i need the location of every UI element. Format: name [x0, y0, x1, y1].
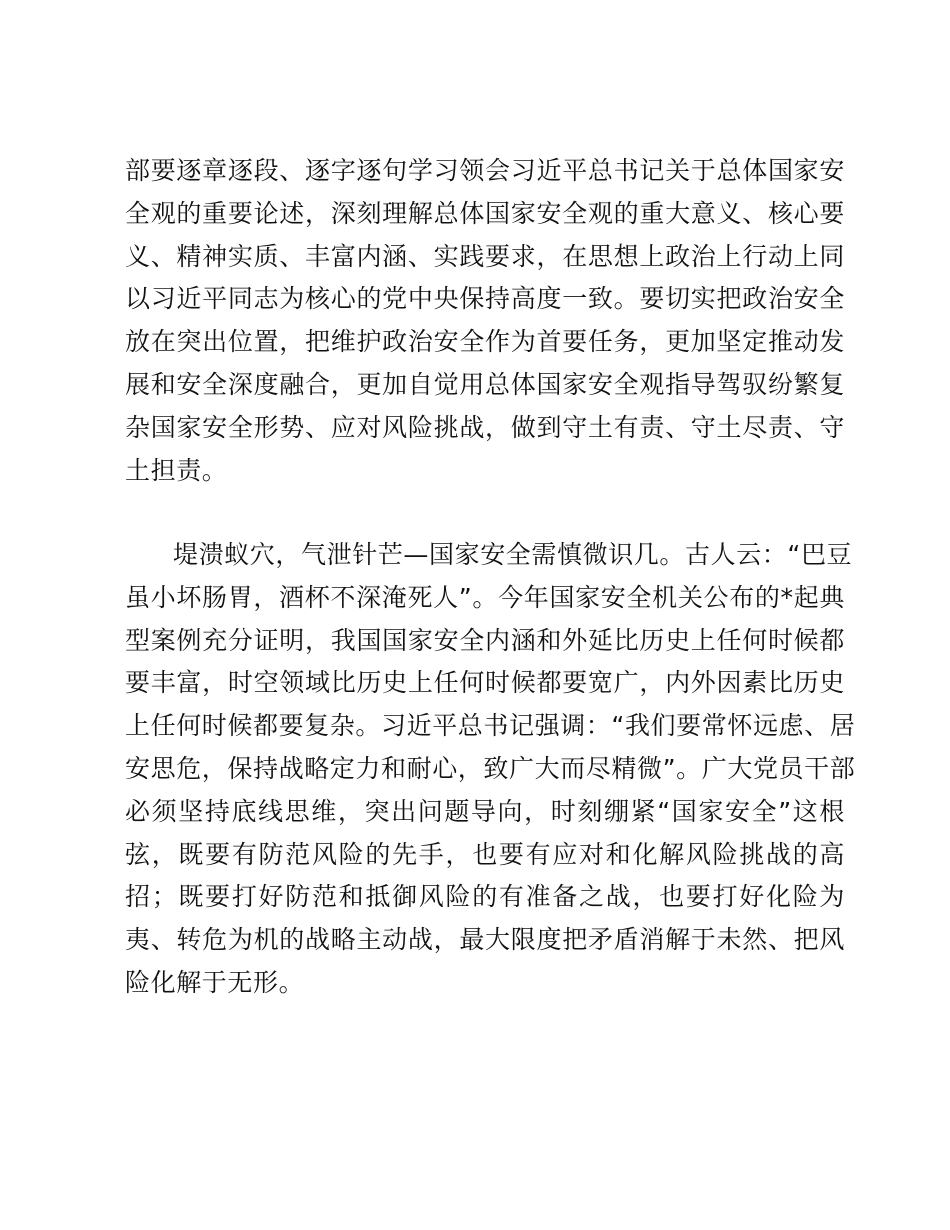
text-line: 上任何时候都要复杂。习近平总书记强调：“我们要常怀远虑、居	[125, 711, 856, 741]
text-line-last: 险化解于无形。	[125, 967, 305, 997]
text-line: 型案例充分证明，我国国家安全内涵和外延比历史上任何时候都	[125, 625, 845, 655]
paragraph-2	[125, 534, 856, 1005]
text-line: 弦，既要有防范风险的先手，也要有应对和化解风险挑战的高	[125, 839, 845, 869]
text-line: 杂国家安全形势、应对风险挑战，做到守土有责、守土尽责、守	[125, 412, 845, 442]
text-line-last: 土担责。	[125, 455, 228, 485]
text-line: 放在突出位置，把维护政治安全作为首要任务，更加坚定推动发	[125, 327, 845, 357]
text-line: 招；既要打好防范和抵御风险的有准备之战，也要打好化险为	[125, 882, 845, 912]
paragraph-1	[125, 150, 845, 492]
text-line: 以习近平同志为核心的党中央保持高度一致。要切实把政治安全	[125, 284, 845, 314]
text-line: 夷、转危为机的战略主动战，最大限度把矛盾消解于未然、把风	[125, 925, 845, 955]
text-line: 安思危，保持战略定力和耐心，致广大而尽精微”。广大党员干部	[125, 753, 856, 783]
text-line: 部要逐章逐段、逐字逐句学习领会习近平总书记关于总体国家安	[125, 156, 845, 185]
text-line: 要丰富，时空领域比历史上任何时候都要宽广，内外因素比历史	[125, 668, 845, 698]
text-line: 展和安全深度融合，更加自觉用总体国家安全观指导驾驭纷繁复	[125, 369, 845, 399]
text-line: 必须坚持底线思维，突出问题导向，时刻绷紧“国家安全”这根	[125, 796, 845, 826]
text-line: 虽小坏肠胃，酒杯不深淹死人”。今年国家安全机关公布的*起典	[125, 582, 845, 612]
text-line: 义、精神实质、丰富内涵、实践要求，在思想上政治上行动上同	[125, 241, 845, 271]
text-line-indented: 堤溃蚁穴，气泄针芒—国家安全需慎微识几。古人云：“巴豆	[173, 540, 853, 569]
text-line: 全观的重要论述，深刻理解总体国家安全观的重大意义、核心要	[125, 198, 845, 228]
